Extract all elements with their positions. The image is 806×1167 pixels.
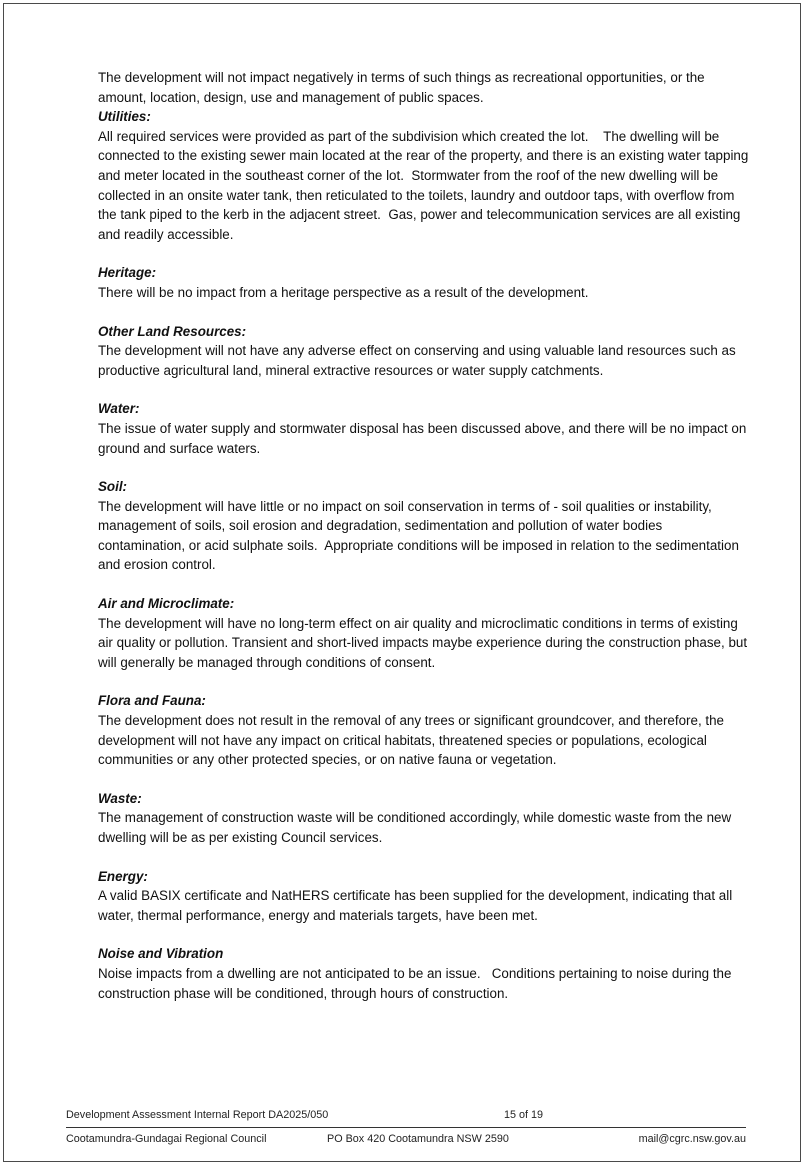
- section-body: The development will not have any adverse effect on conserving and using valuable land resources such as productive agricultural land, mineral extractive resources or water supply catchments.: [98, 343, 740, 378]
- section-body: The development will have no long-term effect on air quality and microclimatic conditions in terms of existing air quality or pollution. Transient and short-lived impacts maybe experience during the construction phase, but will generally be managed through conditions of consent.: [98, 615, 751, 670]
- council-name: Cootamundra-Gundagai Regional Council: [66, 1133, 267, 1145]
- section-body: All required services were provided as part of the subdivision which created the lot. The dwelling will be connected to the existing sewer main located at the rear of the property, and there is an existing water tapping and meter located in the southeast corner of the lot. Stormwater from the roof of the new dwelling will be collected in an onsite water tank, then reticulated to the toilets, laundry and outdoor taps, with overflow from the tank piped to the kerb in the adjacent street. Gas, power and telecommunication services are all existing and readily accessible.: [98, 128, 753, 242]
- section-heritage: [98, 263, 750, 302]
- section-heading: Soil:: [98, 479, 128, 495]
- section-noise-and-vibration: [98, 944, 750, 1003]
- section-body: Noise impacts from a dwelling are not anticipated to be an issue. Conditions pertaining to noise during the construction phase will be conditioned, through hours of construction.: [98, 965, 736, 1001]
- postal-address: PO Box 420 Cootamundra NSW 2590: [327, 1133, 509, 1145]
- section-heading: Other Land Resources:: [98, 323, 247, 339]
- section-waste: [98, 789, 750, 848]
- section-heading: Heritage:: [98, 265, 157, 281]
- section-body: The issue of water supply and stormwater disposal has been discussed above, and there will be no impact on ground and surface waters.: [98, 420, 751, 456]
- section-other-land-resources: [98, 322, 750, 381]
- document-body: [98, 68, 753, 1022]
- section-body: There will be no impact from a heritage perspective as a result of the development.: [98, 284, 589, 300]
- section-air-and-microclimate: [98, 594, 750, 672]
- section-heading: Water:: [98, 401, 140, 417]
- intro-paragraph: The development will not impact negatively in terms of such things as recreational opportunities, or the amount, location, design, use and management of public spaces.: [98, 70, 709, 105]
- section-flora-and-fauna: [98, 691, 750, 769]
- section-utilities: [98, 107, 753, 244]
- section-water: [98, 399, 750, 458]
- section-heading: Air and Microclimate:: [98, 596, 235, 612]
- section-heading: Flora and Fauna:: [98, 693, 206, 709]
- section-heading: Energy:: [98, 868, 148, 884]
- page-number: 15 of 19: [504, 1109, 544, 1121]
- section-heading: Waste:: [98, 790, 142, 806]
- section-energy: [98, 867, 750, 926]
- section-soil: [98, 477, 750, 575]
- report-reference: Development Assessment Internal Report DA2025/050: [66, 1109, 329, 1121]
- section-body: A valid BASIX certificate and NatHERS certificate has been supplied for the development, indicating that all water, thermal performance, energy and materials targets, have been met.: [98, 888, 736, 923]
- section-body: The management of construction waste will be conditioned accordingly, while domestic waste from the new dwelling will be as per existing Council services.: [98, 810, 735, 845]
- footer-divider: [66, 1127, 746, 1128]
- contact-email: mail@cgrc.nsw.gov.au: [638, 1133, 746, 1145]
- section-heading: Noise and Vibration: [98, 946, 224, 962]
- section-heading: Utilities:: [98, 109, 151, 125]
- section-body: The development will have little or no impact on soil conservation in terms of - soil qualities or instability, management of soils, soil erosion and degradation, sedimentation and pollution of water bodies contamination, or acid sulphate soils. Appropriate conditions will be imposed in relation to the sedimentation and erosion control.: [98, 498, 743, 573]
- section-body: The development does not result in the removal of any trees or significant groundcover, and therefore, the development will not have any impact on critical habitats, threatened species or populations, ecological communities or any other protected species, or on native fauna or vegetation.: [98, 713, 728, 768]
